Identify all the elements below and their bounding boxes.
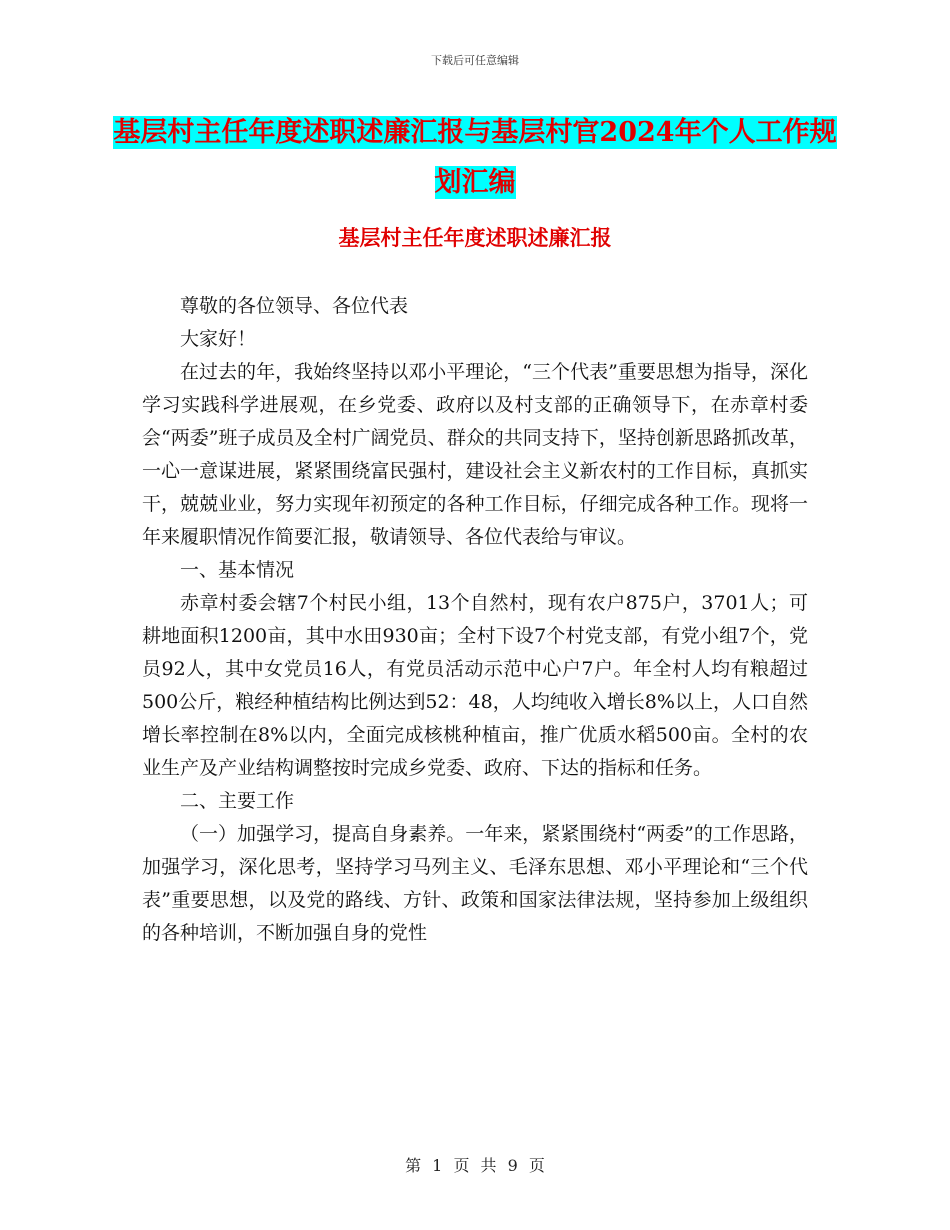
body-paragraph: 在过去的年，我始终坚持以邓小平理论，“三个代表”重要思想为指导，深化学习实践科学进展观，在乡党委、政府以及村支部的正确领导下，在赤章村委会“两委”班子成员及全村广阔党员、群众的共同支持下，坚持创新思路抓改革，一心一意谋进展，紧紧围绕富民强村，建设社会主义新农村的工作目标，真抓实干，兢兢业业，努力实现年初预定的各种工作目标，仔细完成各种工作。现将一年来履职情况作简要汇报，敬请领导、各位代表给与审议。 bbox=[142, 361, 808, 548]
heading-basic-situation: 一、基本情况 bbox=[180, 559, 295, 581]
header-note: 下载后可任意编辑 bbox=[431, 54, 519, 67]
page-footer: 第 1 页 共 9 页 bbox=[405, 1156, 545, 1175]
section-title: 基层村主任年度述职述廉汇报 bbox=[338, 225, 612, 250]
document-title-text: 基层村主任年度述职述廉汇报与基层村官2024年个人工作规划汇编 bbox=[113, 117, 837, 198]
body-paragraph: （一）加强学习，提高自身素养。一年来，紧紧围绕村“两委”的工作思路，加强学习，深化思考，坚持学习马列主义、毛泽东思想、邓小平理论和“三个代表”重要思想，以及党的路线、方针、政策和国家法律法规，坚持参加上级组织的各种培训，不断加强自身的党性 bbox=[142, 823, 808, 944]
document-body bbox=[142, 290, 808, 950]
salutation: 尊敬的各位领导、各位代表 bbox=[180, 295, 409, 317]
greeting: 大家好！ bbox=[180, 328, 257, 350]
heading-main-work: 二、主要工作 bbox=[180, 790, 295, 812]
body-paragraph: 赤章村委会辖7个村民小组，13个自然村，现有农户875户，3701人；可耕地面积1200亩，其中水田930亩；全村下设7个村党支部，有党小组7个，党员92人，其中女党员16人，有党员活动示范中心户7户。年全村人均有粮超过500公斤，粮经种植结构比例达到52：48，人均纯收入增长8%以上，人口自然增长率控制在8%以内，全面完成核桃种植亩，推广优质水稻500亩。全村的农业生产及产业结构调整按时完成乡党委、政府、下达的指标和任务。 bbox=[142, 592, 808, 779]
document-title bbox=[100, 108, 850, 208]
